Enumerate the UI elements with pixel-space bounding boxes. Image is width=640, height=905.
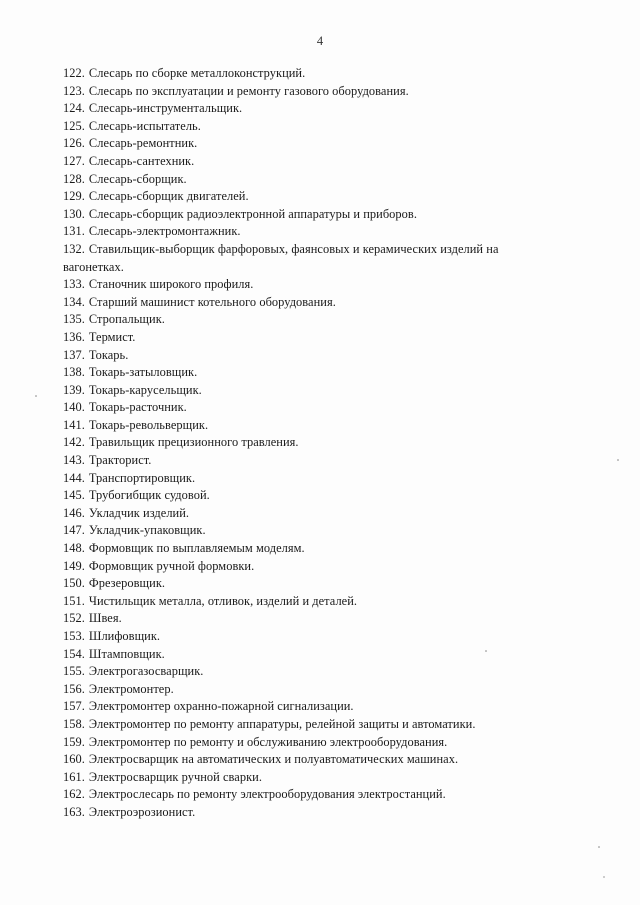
item-text: Фрезеровщик. [88,576,166,591]
item-number: 158. [63,716,85,731]
item-number: 131. [63,224,85,239]
scan-speck [617,459,619,461]
item-text: Термист. [88,329,136,344]
item-number: 125. [63,118,85,133]
list-item [63,786,553,804]
list-item [63,100,553,118]
item-text: Электромонтер по ремонту и обслуживанию электрооборудования. [88,734,448,749]
item-number: 130. [63,206,85,221]
item-text: Слесарь-сборщик радиоэлектронной аппаратуры и приборов. [88,206,417,221]
item-number: 161. [63,769,85,784]
item-number: 137. [63,347,85,362]
item-number: 142. [63,435,85,450]
item-text: Укладчик-упаковщик. [88,523,206,538]
list-item [63,716,553,734]
item-number: 151. [63,593,85,608]
item-text: Станочник широкого профиля. [88,277,254,292]
item-text: Слесарь-испытатель. [88,118,201,133]
item-text: Стропальщик. [88,312,165,327]
item-number: 133. [63,277,85,292]
item-number: 153. [63,629,85,643]
list-item [63,628,553,646]
item-number: 144. [63,470,85,485]
item-text: Электросварщик ручной сварки. [88,769,262,784]
item-text: Токарь-карусельщик. [88,382,202,397]
item-text: Слесарь-ремонтник. [88,136,198,151]
list-item [63,663,553,681]
item-number: 154. [63,646,85,661]
item-text: Токарь. [88,347,129,362]
scan-speck [603,876,605,878]
list-item [63,646,553,664]
item-text: Старший машинист котельного оборудования. [88,294,336,309]
list-item [63,223,553,241]
page-number: 4 [316,34,324,48]
item-number: 139. [63,382,85,397]
list-item [63,505,553,523]
item-text: Электрослесарь по ремонту электрооборудования электростанций. [88,787,446,802]
list-item [63,417,553,435]
item-number: 147. [63,523,85,538]
list-item [63,734,553,752]
list-item [63,311,553,329]
scan-speck [485,650,487,652]
item-text: Тракторист. [88,453,152,468]
item-text: Формовщик по выплавляемым моделям. [88,541,305,556]
item-text: Трубогибщик судовой. [88,488,210,503]
item-number: 160. [63,752,85,767]
item-text: Слесарь по эксплуатации и ремонту газового оборудования. [88,83,409,98]
list-item [63,382,553,400]
item-number: 152. [63,611,85,626]
item-text: Электромонтер. [88,681,174,696]
list-item [63,698,553,716]
scan-speck [598,846,600,848]
list-item [63,206,553,224]
item-text: Травильщик прецизионного травления. [88,435,299,450]
item-number: 128. [63,171,85,186]
list-item [63,276,553,294]
item-number: 136. [63,329,85,344]
item-text: Слесарь-инструментальщик. [88,101,243,116]
item-number: 122. [63,66,85,80]
list-item [63,593,553,611]
item-number: 163. [63,804,85,819]
item-text: Электрогазосварщик. [88,664,204,679]
profession-list [63,65,553,822]
list-item [63,135,553,153]
item-text: Транспортировщик. [88,470,196,485]
list-item [63,241,553,276]
list-item [63,804,553,822]
item-number: 126. [63,136,85,151]
item-text: Электросварщик на автоматических и полуавтоматических машинах. [88,752,459,767]
item-number: 143. [63,453,85,468]
item-text: Ставильщик-выборщик фарфоровых, фаянсовых и керамических изделий на вагонетках. [63,241,499,274]
item-text: Электромонтер по ремонту аппаратуры, релейной защиты и автоматики. [88,716,476,731]
list-item [63,575,553,593]
list-item [63,540,553,558]
item-number: 124. [63,101,85,116]
item-number: 135. [63,312,85,327]
list-item [63,751,553,769]
list-item [63,65,553,83]
item-text: Электромонтер охранно-пожарной сигнализации. [88,699,354,714]
item-number: 155. [63,664,85,679]
item-text: Штамповщик. [88,646,165,661]
item-text: Электроэрозионист. [88,804,196,819]
list-item [63,83,553,101]
item-number: 162. [63,787,85,802]
item-text: Укладчик изделий. [88,505,190,520]
item-number: 145. [63,488,85,503]
list-item [63,171,553,189]
item-number: 157. [63,699,85,714]
list-item [63,294,553,312]
item-number: 148. [63,541,85,556]
list-item [63,399,553,417]
item-text: Чистильщик металла, отливок, изделий и деталей. [88,593,358,608]
item-number: 149. [63,558,85,573]
item-text: Слесарь по сборке металлоконструкций. [88,66,306,80]
item-text: Токарь-револьверщик. [88,417,209,432]
item-number: 134. [63,294,85,309]
item-text: Токарь-расточник. [88,400,187,415]
list-item [63,153,553,171]
list-item [63,522,553,540]
scan-speck [35,395,37,397]
item-number: 123. [63,83,85,98]
item-number: 156. [63,681,85,696]
list-item [63,769,553,787]
list-item [63,487,553,505]
list-item [63,188,553,206]
item-number: 138. [63,365,85,380]
item-number: 141. [63,417,85,432]
item-number: 127. [63,153,85,168]
item-number: 159. [63,734,85,749]
list-item [63,329,553,347]
list-item [63,610,553,628]
list-item [63,470,553,488]
item-number: 132. [63,241,85,256]
item-text: Слесарь-сборщик. [88,171,187,186]
item-text: Формовщик ручной формовки. [88,558,255,573]
item-number: 146. [63,505,85,520]
item-number: 140. [63,400,85,415]
item-text: Токарь-затыловщик. [88,365,198,380]
list-item [63,347,553,365]
list-item [63,558,553,576]
list-item [63,452,553,470]
item-text: Шлифовщик. [88,629,161,643]
item-number: 150. [63,576,85,591]
item-text: Швея. [88,611,122,626]
list-item [63,434,553,452]
list-item [63,681,553,699]
item-text: Слесарь-сантехник. [88,153,195,168]
list-item [63,364,553,382]
item-text: Слесарь-сборщик двигателей. [88,189,249,204]
item-text: Слесарь-электромонтажник. [88,224,241,239]
item-number: 129. [63,189,85,204]
list-item [63,118,553,136]
